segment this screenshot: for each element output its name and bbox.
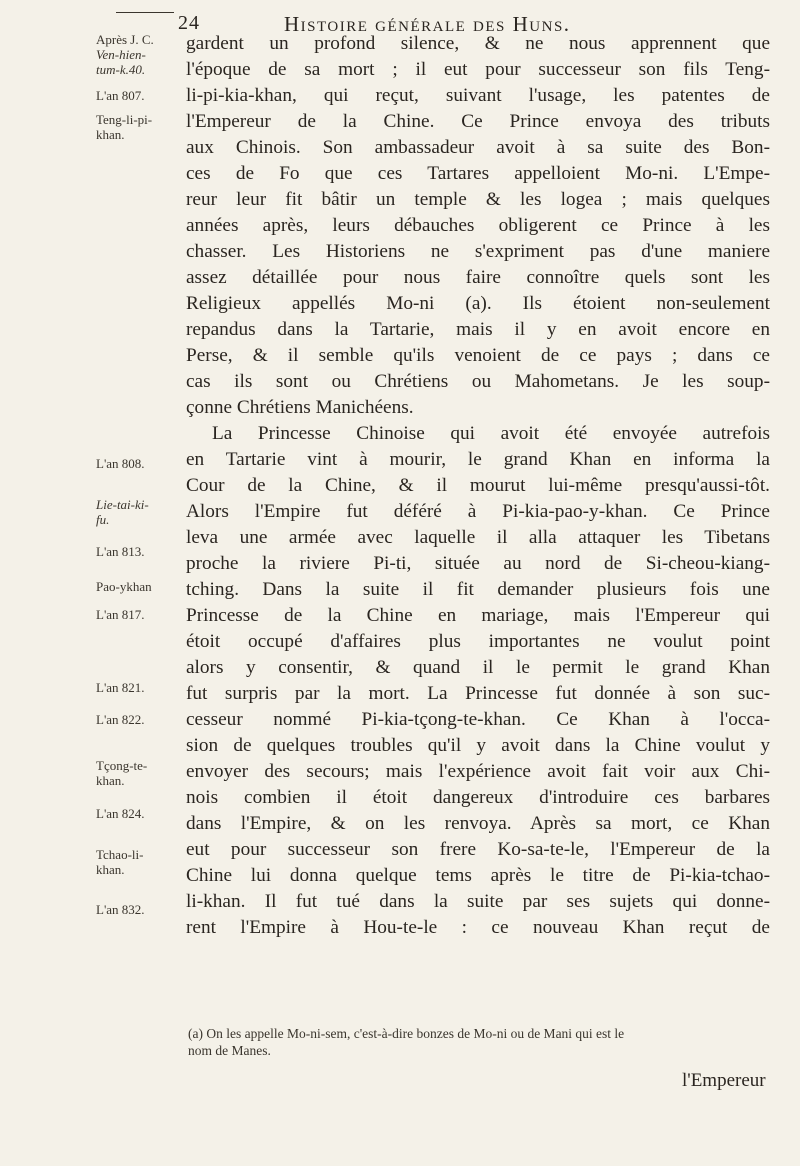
text-line: chasser. Les Historiens ne s'expriment pas d'une maniere (186, 241, 770, 262)
text-line: étoit occupé d'affaires plus importantes ne voulut point (186, 631, 770, 652)
text-line: gardent un profond silence, & ne nous apprennent que (186, 33, 770, 54)
text-line: Chine lui donna quelque tems après le titre de Pi-kia-tchao- (186, 865, 770, 886)
text-line: proche la riviere Pi-ti, située au nord de Si-cheou-kiang- (186, 553, 770, 574)
margin-note: khan. (96, 127, 125, 142)
text-line: l'époque de sa mort ; il eut pour successeur son fils Teng- (186, 59, 770, 80)
margin-note: L'an 813. (96, 544, 145, 559)
text-line: en Tartarie vint à mourir, le grand Khan en informa la (186, 449, 770, 470)
text-line: repandus dans la Tartarie, mais il y en avoit encore en (186, 319, 770, 340)
margin-note: Tçong-te- (96, 758, 148, 773)
footnote-line: nom de Manes. (188, 1043, 271, 1058)
margin-note: Tchao-li- (96, 847, 144, 862)
margin-note: tum-k.40. (96, 62, 146, 77)
text-line: tching. Dans la suite il fit demander plusieurs fois une (186, 579, 770, 600)
margin-note: L'an 824. (96, 806, 145, 821)
text-line: années après, leurs débauches obligerent ce Prince à les (186, 215, 770, 236)
margin-note: Après J. C. (96, 32, 154, 47)
margin-note: khan. (96, 773, 125, 788)
margin-note: Lie-tai-ki- (96, 497, 149, 512)
margin-rule (116, 12, 174, 13)
text-line: Princesse de la Chine en mariage, mais l'Empereur qui (186, 605, 770, 626)
footnote-line: (a) On les appelle Mo-ni-sem, c'est-à-dire bonzes de Mo-ni ou de Mani qui est le (188, 1026, 625, 1041)
text-line: alors y consentir, & quand il le permit le grand Khan (186, 657, 770, 678)
page-number: 24 (178, 12, 200, 34)
main-text (186, 31, 770, 941)
margin-note: L'an 832. (96, 902, 145, 917)
text-line: Cour de la Chine, & il mourut lui-même presqu'aussi-tôt. (186, 475, 770, 496)
text-line: li-pi-kia-khan, qui reçut, suivant l'usage, les patentes de (186, 85, 770, 106)
text-line: La Princesse Chinoise qui avoit été envoyée autrefois (212, 423, 770, 444)
text-line: çonne Chrétiens Manichéens. (186, 397, 414, 418)
text-line: fut surpris par la mort. La Princesse fut donnée à son suc- (186, 683, 770, 704)
margin-note: khan. (96, 862, 125, 877)
text-line: rent l'Empire à Hou-te-le : ce nouveau Khan reçut de (186, 917, 770, 938)
text-line: nois combien il étoit dangereux d'introduire ces barbares (186, 787, 770, 808)
margin-note: Pao-ykhan (96, 579, 152, 594)
margin-note: fu. (96, 512, 110, 527)
margin-note: L'an 821. (96, 680, 145, 695)
text-line: ces de Fo que ces Tartares appelloient Mo-ni. L'Empe- (186, 163, 770, 184)
text-line: cas ils sont ou Chrétiens ou Mahometans. Je les soup- (186, 371, 770, 392)
text-line: assez détaillée pour nous faire connoître quels sont les (186, 267, 770, 288)
text-line: eut pour successeur son frere Ko-sa-te-le, l'Empereur de la (186, 839, 770, 860)
margin-note: L'an 822. (96, 712, 145, 727)
margin-note: L'an 807. (96, 88, 145, 103)
text-line: leva une armée avec laquelle il alla attaquer les Tibetans (186, 527, 770, 548)
text-line: sion de quelques troubles qu'il y avoit dans la Chine voulut y (186, 735, 770, 756)
text-line: li-khan. Il fut tué dans la suite par ses sujets qui donne- (186, 891, 770, 912)
text-line: cesseur nommé Pi-kia-tçong-te-khan. Ce Khan à l'occa- (186, 709, 770, 730)
running-title: Histoire générale des Huns. (284, 12, 571, 36)
margin-note: Ven-hien- (96, 47, 146, 62)
text-line: Alors l'Empire fut déféré à Pi-kia-pao-y-khan. Ce Prince (186, 501, 770, 522)
catchword: l'Empereur (682, 1070, 766, 1091)
text-line: envoyer des secours; mais l'expérience avoit fait voir aux Chi- (186, 761, 770, 782)
text-line: Perse, & il semble qu'ils venoient de ce pays ; dans ce (186, 345, 770, 366)
text-line: dans l'Empire, & on les renvoya. Après sa mort, ce Khan (186, 813, 770, 834)
margin-note: L'an 817. (96, 607, 145, 622)
text-line: Religieux appellés Mo-ni (a). Ils étoient non-seulement (186, 293, 770, 314)
text-line: reur leur fit bâtir un temple & les logea ; mais quelques (186, 189, 770, 210)
margin-note: Teng-li-pi- (96, 112, 153, 127)
footnote (188, 1025, 772, 1059)
text-line: l'Empereur de la Chine. Ce Prince envoya des tributs (186, 111, 770, 132)
text-line: aux Chinois. Son ambassadeur avoit à sa suite des Bon- (186, 137, 770, 158)
margin-note: L'an 808. (96, 456, 145, 471)
